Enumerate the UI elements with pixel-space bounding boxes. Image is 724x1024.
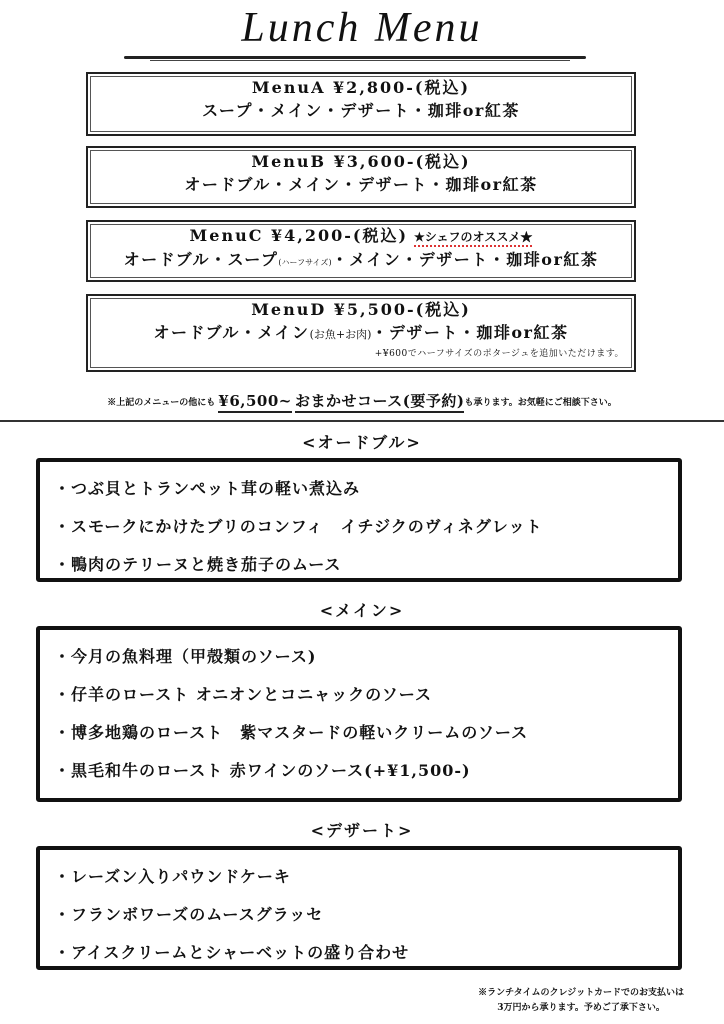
list-item: ・レーズン入りパウンドケーキ [54,867,291,886]
list-item: ・博多地鶏のロースト 紫マスタードの軽いクリームのソース [54,723,529,742]
course-menu-c [86,220,636,282]
list-item: ・鴨肉のテリーヌと焼き茄子のムース [54,555,342,574]
list-item: ・フランボワーズのムースグラッセ [54,905,324,924]
omakase-prefix: ※上記のメニューの他にも [107,398,216,408]
half-size-note: (ハーフサイズ) [278,258,332,267]
list-item: ・黒毛和牛のロースト 赤ワインのソース(+¥1,500-) [54,761,471,780]
course-price: MenuD ¥5,500-(税込) [251,300,471,319]
omakase-suffix: も承ります。お気軽にご相談下さい。 [464,398,617,408]
course-price: MenuC ¥4,200-(税込) [189,226,409,245]
credit-card-footnote [478,986,684,1016]
course-contents-rest: ・デザート・珈琲or紅茶 [371,323,569,342]
course-price: MenuB ¥3,600-(税込) [251,152,471,171]
section-heading-main: <メイン> [319,601,405,620]
dessert-list [36,846,682,970]
omakase-course-name: おまかせコース(要予約) [295,392,464,413]
potage-addon-note: +¥600でハーフサイズのポタージュを追加いただけます。 [374,349,624,359]
omakase-course-note [0,390,724,411]
course-contents: スープ・メイン・デザート・珈琲or紅茶 [202,101,520,120]
course-contents: オードブル・メイン・デザート・珈琲or紅茶 [184,175,538,194]
course-menu-b [86,146,636,208]
chef-recommendation-badge: ★シェフのオススメ★ [414,230,532,247]
omakase-price: ¥6,500~ [218,392,291,413]
course-price: MenuA ¥2,800-(税込) [251,78,471,97]
hors-doeuvre-list [36,458,682,582]
section-divider [0,420,724,422]
footnote-line: 3万円から承ります。予めご了承下さい。 [497,1003,665,1013]
course-contents-rest: ・メイン・デザート・珈琲or紅茶 [331,250,599,269]
course-contents-main: オードブル・スープ [123,250,279,269]
course-contents-main: オードブル・メイン [153,323,310,342]
fish-and-meat-note: (お魚+お肉) [309,328,372,341]
list-item: ・仔羊のロースト オニオンとコニャックのソース [54,685,433,704]
main-dish-list [36,626,682,802]
title-underline-thin [150,60,570,61]
section-heading-dessert: <デザート> [310,821,414,840]
course-contents [88,321,634,347]
course-menu-a [86,72,636,136]
list-item: ・つぶ貝とトランペット茸の軽い煮込み [54,479,361,498]
list-item: ・スモークにかけたブリのコンフィ イチジクのヴィネグレット [54,517,543,536]
page-title: Lunch Menu [241,5,483,51]
title-underline [124,56,586,59]
list-item: ・アイスクリームとシャーベットの盛り合わせ [54,943,410,962]
course-contents [88,248,634,275]
section-heading-hors-doeuvre: <オードブル> [302,433,422,452]
course-menu-d [86,294,636,372]
footnote-line: ※ランチタイムのクレジットカードでのお支払いは [478,988,684,998]
list-item: ・今月の魚料理（甲殻類のソース) [54,647,317,666]
